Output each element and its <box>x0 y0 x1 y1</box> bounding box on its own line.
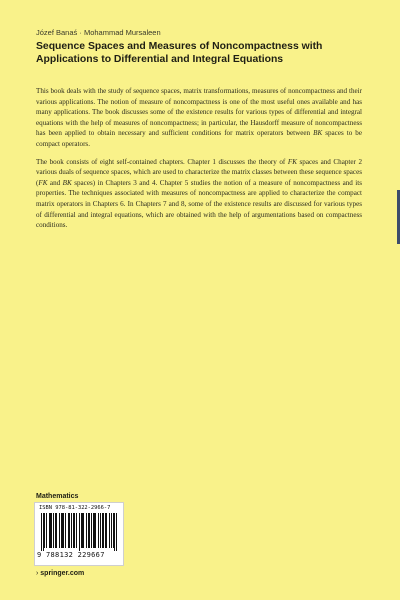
barcode-bar <box>94 513 95 548</box>
barcode-bar <box>65 513 66 548</box>
barcode-bar <box>50 513 51 548</box>
description-paragraph-2: The book consists of eight self-contained chapters. Chapter 1 discusses the theory of FK spaces and Chapter 2 various duals of sequence spaces, which are used to characterize the matrix classes between these sequence spaces (FK and BK spaces) in Chapters 3 and 4. Chapter 5 studies the notion of a measure of noncompactness and its properties. The techniques associated with measures of noncompactness are applied to characterize the compact matrix operators in Chapters 6. In Chapters 7 and 8, some of the existence results are discussed for various types of differential and integral equations, which are obtained with the help of argumentations based on compactness conditions. <box>36 157 362 230</box>
barcode-bar <box>89 513 90 548</box>
barcode-bar <box>98 513 99 548</box>
barcode-bar <box>49 513 50 548</box>
publisher-name: springer.com <box>40 570 85 577</box>
barcode-bar <box>73 513 74 548</box>
barcode-bar <box>74 513 75 548</box>
barcode-bar <box>46 513 47 548</box>
barcode-bar <box>95 513 96 548</box>
barcode-bar <box>82 513 83 548</box>
barcode-bar <box>103 513 104 548</box>
barcode-bar <box>55 513 56 548</box>
barcode-bar <box>113 513 114 548</box>
title-line-2: Applications to Differential and Integral Equations <box>36 54 284 65</box>
publisher-arrow: › <box>36 570 41 577</box>
barcode-bar <box>86 513 87 548</box>
barcode-bar <box>91 513 92 548</box>
barcode-bar <box>53 513 54 548</box>
barcode-bar <box>100 513 101 548</box>
barcode-icon <box>41 513 117 551</box>
barcode-bar <box>114 513 115 551</box>
publisher-url <box>36 570 84 577</box>
barcode-bar <box>93 513 94 548</box>
description <box>36 86 362 238</box>
barcode-bar <box>44 513 45 548</box>
title-line-1: Sequence Spaces and Measures of Noncompactness with <box>36 41 323 52</box>
barcode-bar <box>43 513 44 551</box>
barcode-bar <box>56 513 57 548</box>
barcode-bar <box>76 513 77 548</box>
barcode-bar <box>116 513 117 551</box>
book-title <box>36 40 366 66</box>
barcode-panel <box>34 502 124 566</box>
barcode-bar <box>41 513 42 551</box>
barcode-bar <box>63 513 64 548</box>
barcode-bar <box>111 513 112 548</box>
barcode-bar <box>81 513 82 548</box>
description-paragraph-1: This book deals with the study of sequence spaces, matrix transformations, measures of noncompactness and their various applications. The notion of measure of noncompactness is one of the most useful ones available and has many applications. The book discusses some of the existence results for various types of differential and integral equations with the help of measures of noncompactness; in particular, the Hausdorff measure of noncompactness has been applied to obtain necessary and sufficient conditions for matrix operators between BK spaces to be compact operators. <box>36 87 362 148</box>
barcode-bar <box>106 513 107 548</box>
barcode-bar <box>61 513 62 548</box>
barcode-bar <box>105 513 106 548</box>
barcode-bar <box>59 513 60 548</box>
barcode-bar <box>71 513 72 548</box>
barcode-bar <box>83 513 84 548</box>
barcode-bar <box>109 513 110 548</box>
barcode-bar <box>79 513 80 551</box>
subject-label: Mathematics <box>36 493 79 500</box>
barcode-bar <box>102 513 103 548</box>
authors: Józef Banaś · Mohammad Mursaleen <box>36 28 161 37</box>
barcode-bar <box>62 513 63 548</box>
barcode-bar <box>69 513 70 548</box>
barcode-bar <box>68 513 69 548</box>
barcode-bar <box>88 513 89 548</box>
isbn-text: ISBN 978-81-322-2966-7 <box>39 505 111 511</box>
barcode-number: 9 788132 229667 <box>37 551 105 559</box>
barcode-bar <box>51 513 52 548</box>
